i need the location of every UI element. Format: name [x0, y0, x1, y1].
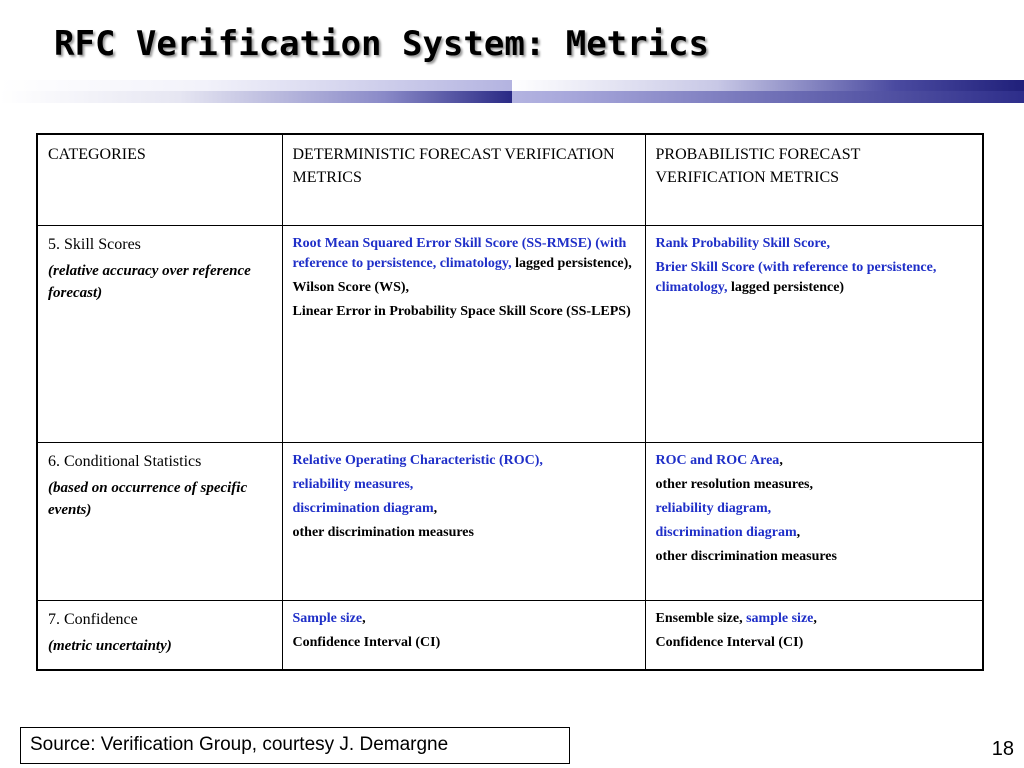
metric-item	[656, 547, 973, 567]
metric-item	[656, 258, 973, 298]
metric-item	[656, 523, 973, 543]
metric-item	[293, 633, 635, 653]
metrics-table	[36, 133, 984, 671]
header-probabilistic: PROBABILISTIC FORECAST VERIFICATION METRICS	[645, 134, 983, 226]
title-underline-bar	[0, 80, 1024, 103]
deterministic-metrics-cell	[282, 443, 645, 601]
category-cell	[37, 443, 282, 601]
metric-text: ROC and ROC Area	[655, 453, 780, 468]
metric-text: other discrimination measures	[292, 525, 474, 540]
metric-text: Rank Probability Skill Score,	[655, 236, 831, 251]
metric-item	[293, 475, 635, 495]
metric-text: Confidence Interval (CI)	[655, 635, 804, 650]
deterministic-metrics-cell	[282, 226, 645, 443]
metric-text: ,	[723, 280, 731, 295]
metric-text: Brier Skill Score (with reference to persistence, climatology	[655, 260, 937, 295]
metric-text: ,	[362, 611, 366, 626]
header-categories: CATEGORIES	[37, 134, 282, 226]
category-name: 7. Confidence	[48, 611, 138, 628]
metric-text: Sample size	[292, 611, 363, 626]
category-cell	[37, 226, 282, 443]
metric-item	[656, 475, 973, 495]
category-subtitle: (based on occurrence of specific events)	[48, 480, 248, 518]
metric-item	[293, 523, 635, 543]
metric-item	[656, 451, 973, 471]
probabilistic-metrics-cell	[645, 226, 983, 443]
metric-text: ,	[813, 611, 817, 626]
metric-item	[293, 451, 635, 471]
category-cell	[37, 601, 282, 671]
metric-text: discrimination diagram	[655, 525, 797, 540]
metric-text: ,	[433, 501, 438, 516]
header-deterministic: DETERMINISTIC FORECAST VERIFICATION METRICS	[282, 134, 645, 226]
category-name: 5. Skill Scores	[48, 236, 141, 253]
probabilistic-metrics-cell	[645, 601, 983, 671]
category-subtitle: (metric uncertainty)	[48, 638, 172, 654]
metric-text: reliability measures,	[292, 477, 414, 492]
table-header-row	[37, 134, 983, 226]
metric-item	[656, 609, 973, 629]
category-subtitle: (relative accuracy over reference forecast)	[48, 263, 251, 301]
metric-item	[293, 278, 635, 298]
deterministic-metrics-cell	[282, 601, 645, 671]
metric-text: Wilson Score (WS),	[292, 280, 410, 295]
metric-item	[293, 302, 635, 322]
table-row	[37, 443, 983, 601]
table-row	[37, 226, 983, 443]
page-number: 18	[991, 738, 1014, 760]
metric-text: reliability diagram,	[655, 501, 772, 516]
metric-text: sample size	[746, 611, 814, 626]
metric-item	[656, 499, 973, 519]
metric-text: discrimination diagram	[292, 501, 434, 516]
probabilistic-metrics-cell	[645, 443, 983, 601]
metric-item	[656, 633, 973, 653]
metric-text: Confidence Interval (CI)	[292, 635, 441, 650]
slide-title: RFC Verification System: Metrics	[54, 24, 710, 64]
metric-item	[293, 234, 635, 274]
metric-text: ,	[508, 256, 516, 271]
metric-text: Relative Operating Characteristic (ROC),	[292, 453, 543, 468]
metric-text: other discrimination measures	[655, 549, 837, 564]
title-bar-block-bottom	[0, 91, 512, 103]
source-credit: Source: Verification Group, courtesy J. Demargne	[20, 727, 570, 764]
title-bar-block-top	[512, 80, 1024, 91]
metric-item	[293, 499, 635, 519]
metric-text: Root Mean Squared Error Skill Score (SS-RMSE) (with reference to persistence, climatology	[292, 236, 627, 271]
metric-text: ,	[796, 525, 801, 540]
metric-item	[656, 234, 973, 254]
metric-text: other resolution measures,	[655, 477, 813, 492]
metric-text: Ensemble size,	[655, 611, 747, 626]
metric-text: ,	[779, 453, 783, 468]
table-row	[37, 601, 983, 671]
metric-text: lagged persistence),	[515, 256, 632, 271]
metric-text: lagged persistence)	[730, 280, 845, 295]
category-name: 6. Conditional Statistics	[48, 453, 202, 470]
metric-item	[293, 609, 635, 629]
metric-text: Linear Error in Probability Space Skill Score (SS-LEPS)	[292, 304, 631, 319]
